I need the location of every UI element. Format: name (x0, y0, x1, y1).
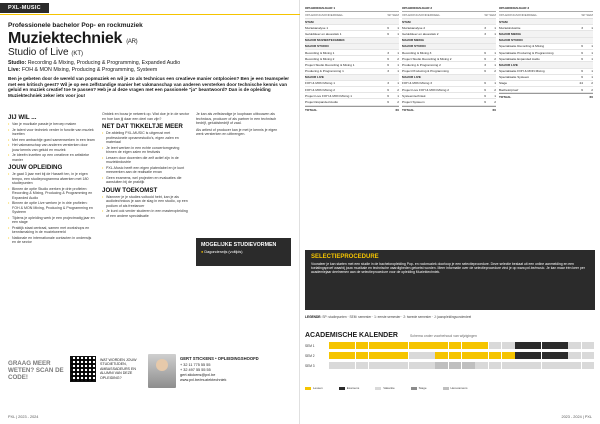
course-name: Geluidsleer en akoestiek 2 (402, 31, 439, 36)
course-credits: 6 (581, 50, 583, 55)
course-name: STAM (499, 19, 508, 24)
list-item: • Geen examens, wel projecten en evaluaties die aansluiten bij de praktijk (102, 176, 190, 185)
course-name: Project Live FOH & MON Mixing 1 (305, 93, 352, 98)
calendar-cell (502, 342, 515, 349)
calendar-cell (409, 362, 422, 369)
calendar-cell (582, 362, 595, 369)
list-item: • Je leert werken in een echte concertomgeving binnen de eigen zalen en festivals (102, 146, 190, 155)
course-credits: 6 (484, 50, 486, 55)
course-credits: 3 (387, 50, 389, 55)
course-credits: 3 (484, 25, 486, 30)
total-label: TOTAAL (402, 107, 415, 112)
course-semester: 1 (494, 62, 496, 67)
contact-photo (148, 354, 176, 388)
kicker: Professionele bachelor Pop- en rockmuziek (8, 22, 143, 29)
calendar-cell (435, 362, 448, 369)
timetable-column-units: SP SEM (581, 13, 593, 17)
calendar-cell (369, 352, 382, 359)
calendar-cell (435, 342, 448, 349)
calendar-cell (395, 342, 408, 349)
calendar-cell (528, 352, 541, 359)
timetable-header (305, 5, 399, 12)
divider-line (0, 14, 300, 15)
list-jouw-opleiding (8, 172, 96, 245)
course-credits: 6 (484, 100, 486, 105)
course-credits: 6 (581, 75, 583, 80)
legend-swatch (339, 387, 345, 390)
contact-section (8, 352, 293, 412)
timetable-header (402, 5, 496, 12)
calendar-row-label: SEM 1 (305, 344, 315, 348)
course-name: MAJOR STUDIO (305, 44, 329, 49)
course-semester: 1 (397, 50, 399, 55)
qr-caption: WAT WORDEN JOUW STUDIETIJDEN, AMBASSADEURS EN ALUMNI VAN DEZE OPLEIDING? (100, 358, 137, 380)
course-credits: 6 (581, 44, 583, 49)
course-semester: 1 (494, 81, 496, 86)
list-item: • Het vakmanschap van anderen versterken door jouw kennis van geluid en muziek (8, 143, 96, 152)
calendar-cell (329, 352, 342, 359)
timetable-title: OPLEIDINGSJAAR 2 (402, 6, 433, 10)
course-semester: 1 (397, 31, 399, 36)
course-name: FOH & MON Mixing 3 (402, 81, 432, 86)
course-semester: 2 (494, 69, 496, 74)
list-item: • Binnen de optie Live werken je in drie profielen: FOH & MON Mixing, Producing & Programming en Systeem (8, 201, 96, 215)
course-credits: 6 (484, 69, 486, 74)
calendar-cell (528, 362, 541, 369)
timetable-subheader (499, 12, 593, 19)
timetable-total (499, 93, 593, 100)
calendar-cell (568, 342, 581, 349)
calendar-subtitle: Schema onder voorbehoud van wijzigingen (410, 334, 477, 338)
course-name: Project Producing & Programming (402, 69, 449, 74)
course-credits: 3 (484, 62, 486, 67)
calendar-legend-item (339, 386, 368, 390)
timetable-title: OPLEIDINGSJAAR 3 (499, 6, 530, 10)
list-item: • Van je muzikale passie je beroep maken (8, 122, 96, 127)
contact-email[interactable]: gert.stickens@pxl.be (180, 373, 216, 377)
course-semester: 2 (397, 56, 399, 61)
timetable-year-1 (305, 5, 399, 113)
course-semester: 1 (591, 56, 593, 61)
calendar-cell (409, 342, 422, 349)
timetable-column-label: OPLEIDINGSONDERDEEL (402, 13, 441, 17)
course-semester: 1 (591, 25, 593, 30)
course-name: Systeemtechniek (402, 93, 426, 98)
course-credits: 6 (484, 56, 486, 61)
calendar-cell (555, 352, 568, 359)
contact-website[interactable]: www.pxl.be/muziektechniek (180, 378, 227, 382)
calendar-cell (555, 362, 568, 369)
list-item: • Nationale en internationale contacten in onderwijs en de sector (8, 236, 96, 245)
legend (305, 315, 595, 319)
list-jouw-toekomst (102, 195, 190, 219)
course-semester: 2 (397, 87, 399, 92)
calendar-cell (422, 362, 435, 369)
calendar-cell (582, 352, 595, 359)
calendar-cell (435, 352, 448, 359)
contact-name: GERT STICKENS • OPLEIDINGSHOOFD (180, 356, 259, 361)
calendar-cell (342, 342, 355, 349)
timetable-year-3 (499, 5, 593, 100)
list-item: • Binnen de optie Studio werken je drie profielen: Recording & Mixing, Producing & Programming en Expanded Audio (8, 187, 96, 201)
course-name: FOH & MON Mixing 1 (305, 81, 335, 86)
calendar-row (305, 362, 595, 370)
legend-swatch (411, 387, 417, 390)
calendar-cell (542, 362, 555, 369)
calendar-cell (515, 362, 528, 369)
calendar-cell (489, 342, 502, 349)
list-item: • De afdeling PXL-MUSIC is uitgerust met professionele opnamestudio's, eigen zalen en materiaal (102, 131, 190, 145)
course-name: Specialisatie FOH & MON Mixing (499, 69, 545, 74)
calendar-cell (449, 352, 462, 359)
course-name: Producing & Programming 2 (402, 62, 441, 67)
list-item: • Je kunt ook verder studeren in een masteropleiding of een andere specialisatie (102, 209, 190, 218)
spec-studio: Studio: Recording & Mixing, Producing & Programming, Expanded Audio (8, 60, 181, 66)
course-semester: 1 (397, 62, 399, 67)
legend-text: SP: studiepunten · SEM: semester · 1: eerste semester · 2: tweede semester · J: jaaropleidingsonderdeel (322, 315, 472, 319)
section-tab: PXL-MUSIC (0, 3, 49, 13)
course-name: FOH & MON Mixing 2 (305, 87, 335, 92)
contact-phone-2[interactable]: + 32 497 55 55 55 (180, 368, 211, 372)
calendar-cell (449, 362, 462, 369)
course-name: Bachelorproef (499, 87, 519, 92)
timetable-column-label: OPLEIDINGSONDERDEEL (499, 13, 538, 17)
course-credits: 6 (581, 87, 583, 92)
course-credits: 6 (387, 62, 389, 67)
course-semester: 1 (591, 44, 593, 49)
course-name: MAJOR STUDIO (402, 44, 426, 49)
course-semester: 2 (494, 87, 496, 92)
list-item: • Praktijk staat centraal, samen met workshops en kennismaking in de muziekwereld (8, 226, 96, 235)
course-semester: 1 (591, 75, 593, 80)
timetable-title: OPLEIDINGSJAAR 1 (305, 6, 336, 10)
course-credits: 6 (581, 56, 583, 61)
course-credits: 6 (387, 100, 389, 105)
calendar-cell (329, 342, 342, 349)
course-semester: 2 (591, 81, 593, 86)
course-name: MAJOR LIVE (499, 62, 518, 67)
calendar-legend (305, 386, 595, 390)
course-name: Muziekanalyse 1 (305, 25, 329, 30)
calendar-cell (342, 352, 355, 359)
calendar-row-label: SEM 3 (305, 364, 315, 368)
calendar-row (305, 342, 595, 350)
calendar-cell (542, 342, 555, 349)
course-name: STAM (305, 19, 314, 24)
course-semester: 1 (494, 25, 496, 30)
course-credits: 3 (387, 81, 389, 86)
column-2 (102, 112, 190, 219)
calendar-legend-item (443, 386, 476, 390)
calendar-cell (382, 352, 395, 359)
course-semester: 1 (397, 25, 399, 30)
course-semester: 1 (494, 50, 496, 55)
course-name: Project Live FOH & MON Mixing 2 (402, 87, 449, 92)
paragraph: Als artiest of producer kan je met je kennis je eigen werk versterken en uitbrengen. (196, 127, 278, 136)
legend-label: Vakantie (383, 386, 395, 390)
timetable-header (499, 5, 593, 12)
calendar-cell (422, 342, 435, 349)
course-semester: 1 (591, 50, 593, 55)
course-credits: 3 (581, 25, 583, 30)
legend-label: Stage (418, 386, 427, 390)
timetable-column-units: SP SEM (387, 13, 399, 17)
intro-text: Ben je gebeten door de wereld van popmuziek en wil je zo als technicus een creatieve manier ontplooien? Ben je een teamspeler met een kritisch geest? Wil je op een zelfstandige manier het vakmanschap van anderen versterken door technische kennis van geluid en muziek creatief toe te passen? Heb je al deze vragen met een passionele "ja" beantwoord? Dan is de opleiding Muziektechniek zeker iets voor jou! (8, 76, 290, 98)
calendar-cell (515, 342, 528, 349)
course-name: Specialisatie Systeem (499, 75, 530, 80)
course-name: Project Expanded Audio (305, 100, 339, 105)
timetable-column-label: OPLEIDINGSONDERDEEL (305, 13, 344, 17)
calendar-row-label: SEM 2 (305, 354, 315, 358)
course-semester: 1 (591, 69, 593, 74)
calendar-cell (568, 352, 581, 359)
total-value: 60 (492, 107, 496, 112)
list-item: • Je talent voor techniek verder in functie van muziek inzetten (8, 128, 96, 137)
legend-swatch (305, 387, 311, 390)
legend-label: Herexamens (450, 386, 468, 390)
list-tikkeltje-meer (102, 131, 190, 185)
calendar-legend-item (305, 386, 331, 390)
course-semester: 1 (397, 81, 399, 86)
calendar-cell (528, 342, 541, 349)
legend-label: Lessen (313, 386, 323, 390)
study-forms-item: ● Dagonderwijs (voltijds) (201, 250, 286, 254)
timetable-column-units: SP SEM (484, 13, 496, 17)
calendar-title: ACADEMISCHE KALENDER (305, 332, 398, 339)
course-name: MAJOR MEDIA (402, 38, 425, 43)
course-name: Recording & Mixing 3 (402, 50, 432, 55)
heading-tikkeltje-meer: NET DAT TIKKELTJE MEER (102, 123, 183, 130)
course-name: Project Systeem (402, 100, 425, 105)
spec-live: Live: FOH & MON Mixing, Producing & Programming, Systeem (8, 66, 158, 73)
calendar-cell (462, 342, 475, 349)
selection-procedure-box (305, 250, 595, 310)
cta-title: GRAAG MEER WETEN? SCAN DE CODE! (8, 360, 64, 381)
calendar-cell (568, 362, 581, 369)
course-credits: 6 (387, 31, 389, 36)
course-name: Geluidsleer en akoestiek 1 (305, 31, 342, 36)
title-text: Muziektechniek (8, 30, 123, 47)
course-name: Specialisatie Expanded Audio (499, 56, 540, 61)
paragraph: Ontdek en bouw je netwerk op. Wat doe je in de sector en hoe kan jij daar een deel van zijn? (102, 112, 190, 121)
total-value: 60 (395, 107, 399, 112)
calendar-legend-item (375, 386, 402, 390)
course-credits: 6 (484, 93, 486, 98)
course-name: Specialisatie Recording & Mixing (499, 44, 545, 49)
calendar-row (305, 352, 595, 360)
course-name: MAJOR MEDIA (499, 31, 522, 36)
timetable-total (402, 106, 496, 113)
course-credits: 24 (579, 81, 583, 86)
heading-jouw-opleiding: JOUW OPLEIDING (8, 164, 63, 171)
list-item: • Je ideeën inzetten op een creatieve en artistieke manier (8, 153, 96, 162)
course-name: Specialisatie Producing & Programming (499, 50, 554, 55)
course-semester: 2 (591, 87, 593, 92)
calendar-cell (382, 342, 395, 349)
course-name: MAJOR LIVE (402, 75, 421, 80)
subtitle-abbr: (KT) (71, 51, 84, 57)
page-title (8, 30, 137, 48)
calendar-cell (489, 362, 502, 369)
calendar-cell (582, 342, 595, 349)
course-name: Recording & Mixing 2 (305, 56, 335, 61)
heading-jij-wil: JIJ WIL ... (8, 114, 37, 121)
course-name: Producing & Programming 1 (305, 69, 344, 74)
contact-phone[interactable]: + 32 11 775 55 55 (180, 363, 211, 367)
course-name: Project Studio Recording & Mixing 2 (402, 56, 452, 61)
title-abbr: (AR) (126, 39, 138, 45)
legend-label: LEGENDE: (305, 315, 322, 319)
calendar-cell (342, 362, 355, 369)
course-semester: 1 (494, 31, 496, 36)
course-credits: 6 (387, 25, 389, 30)
course-name: MAJOR LIVE (305, 75, 324, 80)
calendar-cell (462, 352, 475, 359)
course-credits: 6 (387, 56, 389, 61)
course-credits: 6 (484, 81, 486, 86)
calendar-cell (502, 352, 515, 359)
calendar-cell (356, 352, 369, 359)
calendar-grid (305, 342, 595, 384)
calendar-cell (356, 342, 369, 349)
course-name: STAM (402, 19, 411, 24)
timetable-subheader (305, 12, 399, 19)
list-item: • Met een ambachtje goed samenwerken in een team (8, 138, 96, 143)
footer-right: 2023 - 2024 | PXL (561, 415, 592, 419)
right-page (300, 0, 600, 424)
course-credits: 6 (581, 69, 583, 74)
study-forms-box (196, 238, 291, 266)
total-label: TOTAAL (499, 95, 512, 100)
timetable-total (305, 106, 399, 113)
course-name: Stage (499, 81, 508, 86)
heading-jouw-toekomst: JOUW TOEKOMST (102, 186, 158, 194)
selection-title: SELECTIEPROCEDURE (311, 254, 379, 260)
calendar-cell (449, 342, 462, 349)
course-credits: 6 (387, 93, 389, 98)
course-credits: 3 (387, 69, 389, 74)
course-name: MAJOR MUZIEKTECHNIEK (305, 38, 345, 43)
calendar-cell (555, 342, 568, 349)
course-name: Muziekindustrie (499, 25, 521, 30)
course-name: Project Studio Recording & Mixing 1 (305, 62, 355, 67)
calendar-cell (395, 362, 408, 369)
course-semester: 1 (397, 69, 399, 74)
list-jij-wil (8, 122, 96, 162)
list-item: • Je gaat 3 jaar met bij de Hasselt ten, in je eigen tempo, een studieprogramma afwerken met 180 studiepunten (8, 172, 96, 186)
calendar-cell (475, 352, 488, 359)
course-credits: 3 (484, 31, 486, 36)
calendar-cell (356, 362, 369, 369)
specialisations (8, 60, 293, 73)
calendar-cell (409, 352, 422, 359)
study-forms-title: MOGELIJKE STUDIEVORMEN (201, 242, 277, 248)
list-item: • Lessen door docenten die zelf actief zijn in de muziekindustrie (102, 156, 190, 165)
timetable-subheader (402, 12, 496, 19)
total-label: TOTAAL (305, 107, 318, 112)
paragraph: Je kan als zelfstandige je loopbaan uitbouwen als technicus, producer of als partner in een technisch bedrijf, geluidsbedrijf of zaal. (196, 112, 277, 125)
calendar-cell (462, 362, 475, 369)
footer-left: PXL | 2023 - 2024 (8, 415, 39, 419)
page-subtitle (8, 47, 83, 58)
calendar-cell (475, 362, 488, 369)
course-semester: 1 (397, 93, 399, 98)
calendar-cell (395, 352, 408, 359)
legend-swatch (443, 387, 449, 390)
course-semester: 2 (494, 100, 496, 105)
list-item: • PXL-Music heeft een eigen platenlabel en je kunt meewerken aan de realisatie ervan (102, 166, 190, 175)
course-semester: 1 (494, 93, 496, 98)
column-1 (8, 112, 96, 246)
calendar-cell (369, 342, 382, 349)
qr-code-icon[interactable] (70, 356, 96, 382)
course-credits: 6 (387, 87, 389, 92)
subtitle-text: Studio of Live (8, 47, 69, 58)
calendar-cell (542, 352, 555, 359)
calendar-cell (502, 362, 515, 369)
calendar-cell (489, 352, 502, 359)
legend-label: Examens (346, 386, 360, 390)
calendar-cell (382, 362, 395, 369)
calendar-cell (475, 342, 488, 349)
calendar-cell (515, 352, 528, 359)
selection-text: Vooraleer je kan starten met een studie in de bacheloropleiding Pop- en rockmuziek doorloop je een selectieprocedure. Deze selectie bestaat uit een online aanmelding en een toelatingsproef waarbij jouw muzikale en technische vaardigheden getoetst worden. Meer informatie over de selectieprocedure vind je op www.pxl.be/music. Je kan maar één keer per academiejaar deelnemen aan de selectieprocedure voor de opleiding Muziektechniek. (311, 262, 585, 275)
legend-swatch (375, 387, 381, 390)
course-credits: 6 (484, 87, 486, 92)
course-semester: 2 (397, 100, 399, 105)
column-3 (196, 112, 284, 139)
timetable-year-2 (402, 5, 496, 113)
list-item: • Wanneer je je studies voltooid hebt, kan je als audiotechnicus je aan de slag in een studio, op een podium of als freelancer (102, 195, 190, 209)
course-semester: 2 (494, 56, 496, 61)
calendar-cell (329, 362, 342, 369)
list-item: • Tijdens je opleiding werk je een projectmatig jaar en een stage (8, 216, 96, 225)
total-value: 60 (589, 95, 593, 100)
course-name: Recording & Mixing 1 (305, 50, 335, 55)
calendar-legend-item (411, 386, 435, 390)
course-name: MAJOR STUDIO (499, 38, 523, 43)
course-name: Muziekanalyse 2 (402, 25, 426, 30)
calendar-cell (422, 352, 435, 359)
calendar-cell (369, 362, 382, 369)
